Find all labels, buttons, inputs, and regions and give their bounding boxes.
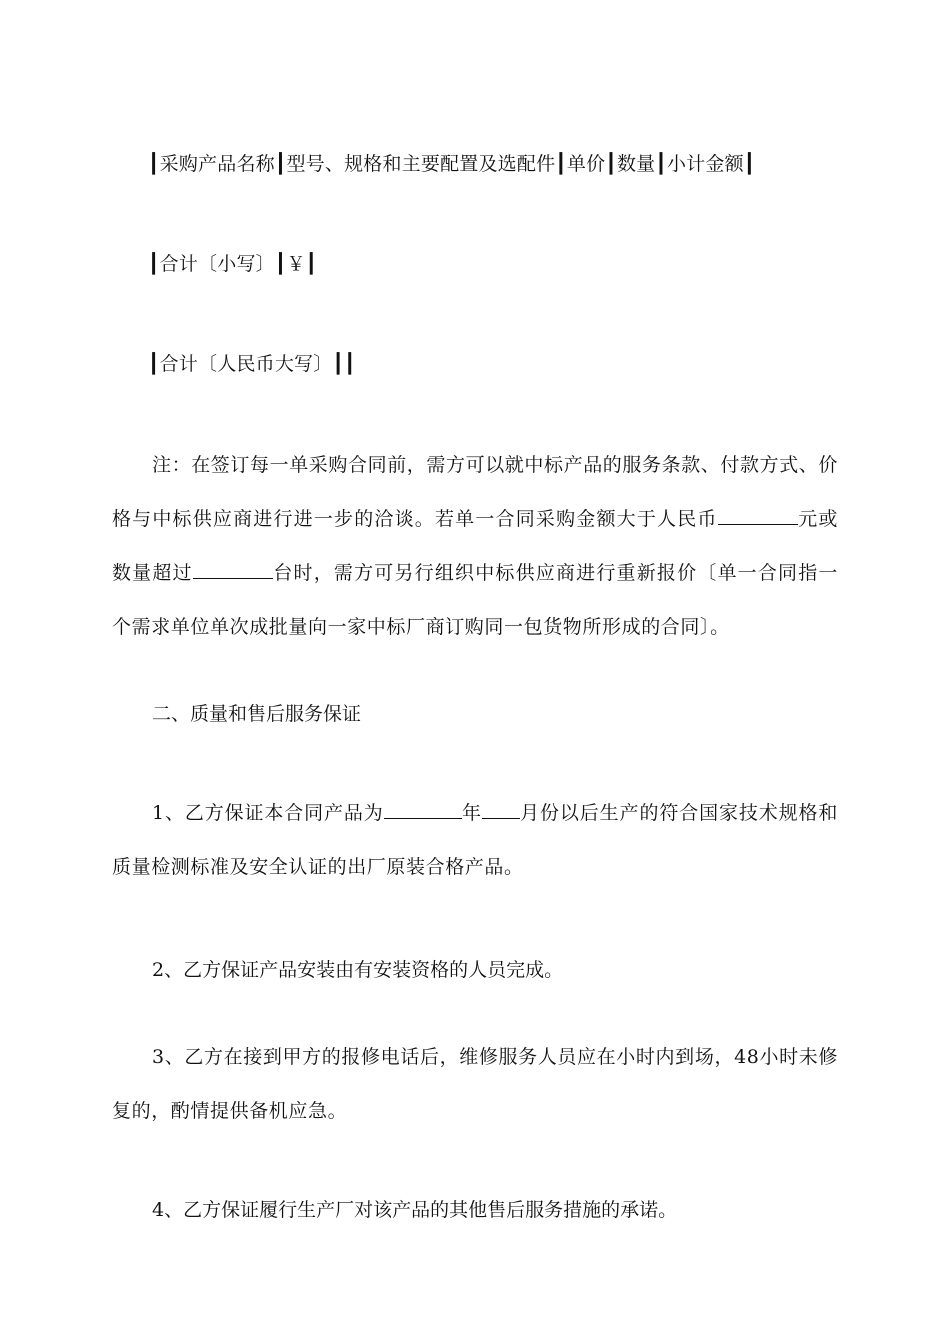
item-2-paragraph: 2、乙方保证产品安装由有安装资格的人员完成。 (152, 959, 564, 981)
quantity-blank (193, 562, 273, 579)
item-1-text-3: 月份以后生产的符合国家技术规格和质量检测标准及安全认证的出厂原装合格产品。 (112, 802, 838, 878)
note-text-2: 元或数量超过 (112, 508, 838, 584)
item-3-paragraph (112, 1030, 838, 1138)
year-blank (384, 802, 462, 819)
item-1-paragraph (112, 786, 838, 894)
note-text-1: 注：在签订每一单采购合同前，需方可以就中标产品的服务条款、付款方式、价格与中标供应商进行进一步的洽谈。若单一合同采购金额大于人民币 (112, 454, 839, 530)
item-1-text-2: 年 (461, 802, 482, 824)
item-1-text-1: 1、乙方保证本合同产品为 (152, 802, 384, 824)
table-total-lowercase-row: ┃合计〔小写〕┃￥┃ (148, 253, 318, 275)
amount-blank (718, 508, 798, 525)
month-blank (482, 802, 520, 819)
table-header-row: ┃采购产品名称┃型号、规格和主要配置及选配件┃单价┃数量┃小计金额┃ (148, 153, 756, 175)
table-total-uppercase-row: ┃合计〔人民币大写〕┃┃ (148, 353, 356, 375)
section-heading: 二、质量和售后服务保证 (152, 703, 362, 725)
note-text-3: 台时，需方可另行组织中标供应商进行重新报价〔单一合同指一个需求单位单次成批量向一家中标厂商订购同一包货物所形成的合同〕。 (112, 562, 838, 638)
item-3-text: 3、乙方在接到甲方的报修电话后，维修服务人员应在小时内到场，48小时未修复的，酌情提供备机应急。 (112, 1046, 838, 1122)
note-paragraph (112, 438, 838, 654)
item-4-paragraph: 4、乙方保证履行生产厂对该产品的其他售后服务措施的承诺。 (152, 1199, 678, 1221)
